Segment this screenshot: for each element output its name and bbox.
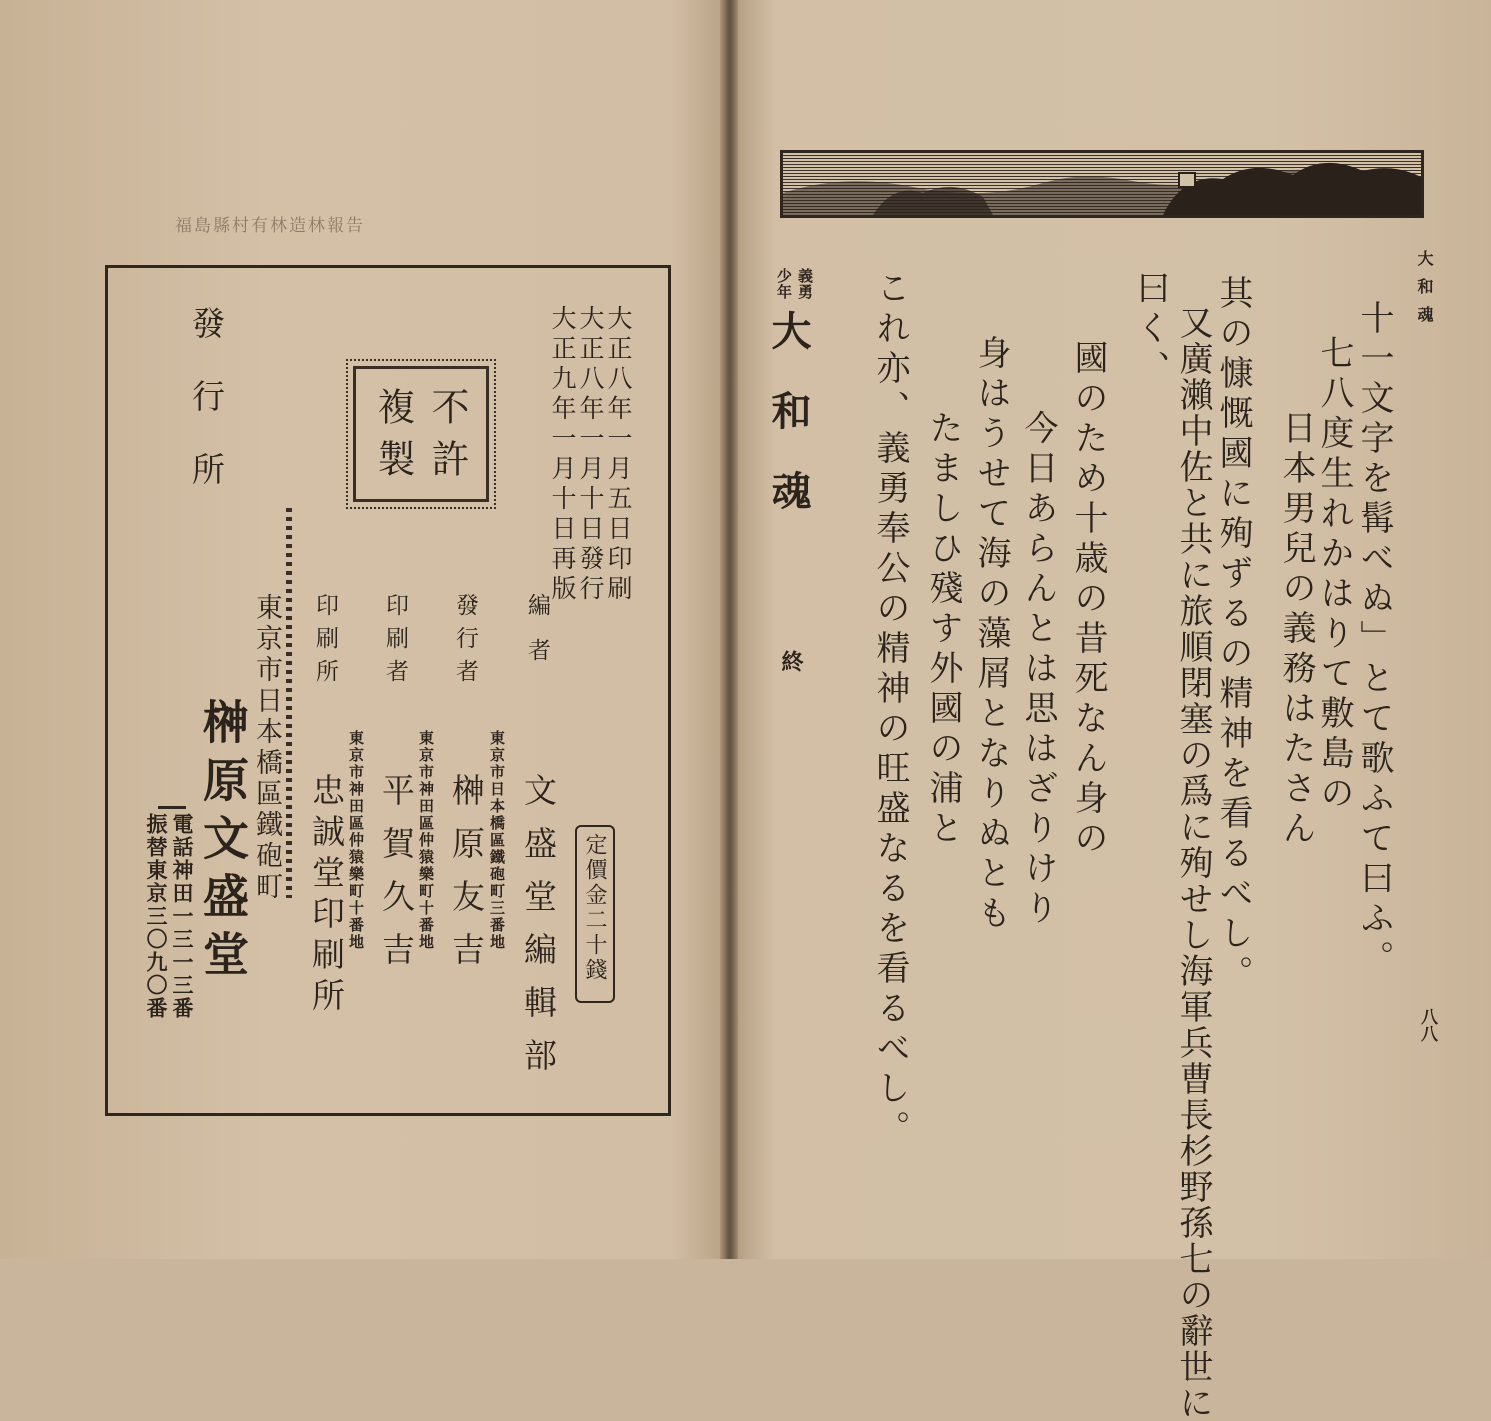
printing-date: 大正八年一月五日印刷 bbox=[604, 305, 633, 605]
wavy-divider bbox=[286, 508, 292, 898]
publisher-transfer: 振替東京三〇九〇番 bbox=[144, 813, 169, 1020]
end-mark: 終 bbox=[778, 650, 804, 672]
reprint-date: 大正九年一月十日再版 bbox=[548, 305, 577, 605]
publisher-name: 榊原文盛堂 bbox=[196, 698, 250, 988]
price-box bbox=[575, 825, 615, 1003]
text-line-1: 十一文字を髯べぬ」とて歌ふて曰ふ。 bbox=[1354, 300, 1394, 980]
publisher-address: 東京市日本橋區鐵砲町 bbox=[251, 593, 282, 903]
text-line-5: 又廣瀨中佐と共に旅順閉塞の爲に殉せし海軍兵曹長杉野孫七の辭世に bbox=[1173, 305, 1213, 1421]
price-text: 定價金二十錢 bbox=[582, 833, 607, 983]
landscape-banner-illustration bbox=[780, 150, 1424, 218]
publisher-phone: 電話神田一三一三番 bbox=[170, 813, 195, 1020]
editor-name: 文盛堂編輯部 bbox=[519, 773, 558, 1091]
phone-rule bbox=[158, 806, 186, 809]
printer-address: 東京市神田區仲猿樂町十番地 bbox=[347, 730, 365, 951]
right-running-head: 大和魂 bbox=[1415, 250, 1434, 334]
editor-address: 東京市日本橋區鐵砲町三番地 bbox=[488, 730, 506, 951]
text-line-10: たましひ殘す外國の浦と bbox=[923, 410, 963, 850]
printer-role: 印刷者 bbox=[382, 593, 408, 692]
text-line-3: 日本男兒の義務はたさん bbox=[1276, 410, 1316, 850]
stamp-line-2: 複製 bbox=[371, 387, 415, 491]
publisher-label: 發行所 bbox=[187, 306, 226, 525]
text-line-11: これ亦、義勇奉公の精神の旺盛なるを看るべし。 bbox=[870, 270, 910, 1150]
text-line-7: 國のため十歳の昔死なん身の bbox=[1068, 340, 1108, 860]
page-number: 八八 bbox=[1417, 1008, 1437, 1042]
series-label-1: 義勇 bbox=[796, 268, 814, 300]
text-line-4: 其の慷慨國に殉ずるの精神を看るべし。 bbox=[1213, 275, 1253, 995]
print-shop-role: 印刷所 bbox=[312, 593, 338, 692]
text-line-2: 七八度生れかはりて敷島の bbox=[1314, 335, 1354, 815]
copyright-stamp bbox=[353, 366, 489, 502]
text-line-6: 曰く、 bbox=[1130, 270, 1170, 390]
issuer-address: 東京市神田區仲猿樂町十番地 bbox=[417, 730, 435, 951]
text-line-8: 今日あらんとは思はざりけり bbox=[1018, 410, 1058, 930]
text-line-9: 身はうせて海の藻屑となりぬとも bbox=[971, 335, 1011, 935]
stamp-line-1: 不許 bbox=[425, 387, 469, 491]
printer-name: 平賀久吉 bbox=[377, 773, 416, 985]
left-running-head: 福島縣村有林造林報告 bbox=[175, 216, 365, 236]
print-shop-name: 忠誠堂印刷所 bbox=[307, 773, 346, 1019]
left-page bbox=[0, 0, 728, 1259]
right-page bbox=[736, 0, 1491, 1421]
landscape-illustration bbox=[783, 153, 1421, 215]
issuer-role: 發行者 bbox=[452, 593, 478, 692]
editor-role: 編者 bbox=[524, 593, 550, 683]
issuer-name: 榊原友吉 bbox=[447, 773, 486, 985]
colophon-box bbox=[105, 265, 671, 1116]
series-label-2: 少年 bbox=[775, 268, 793, 300]
end-title: 大和魂 bbox=[765, 310, 812, 550]
publishing-date: 大正八年一月十日發行 bbox=[576, 305, 605, 605]
